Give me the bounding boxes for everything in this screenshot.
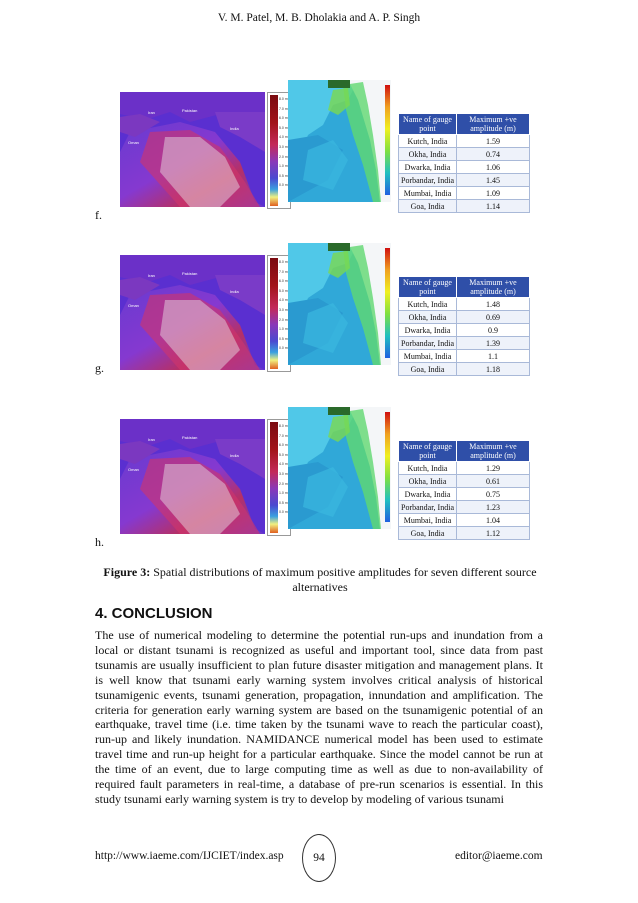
scale-tick-label: 4.0 m xyxy=(279,462,288,467)
gauge-name-cell: Mumbai, India xyxy=(399,187,457,200)
scale-tick-label: 7.0 m xyxy=(279,269,288,274)
gauge-name-cell: Mumbai, India xyxy=(399,350,457,363)
table-row xyxy=(399,324,530,337)
scale-tick-label: 6.0 m xyxy=(279,116,288,121)
gauge-value-cell: 1.09 xyxy=(456,187,529,200)
gauge-name-cell: Porbandar, India xyxy=(399,337,457,350)
section-title: 4. CONCLUSION xyxy=(95,605,213,622)
scale-tick-label: 2.0 m xyxy=(279,481,288,486)
map-label-india: India xyxy=(230,126,239,131)
table-row xyxy=(399,475,530,488)
scale-tick-label: 2.0 m xyxy=(279,154,288,159)
scale-tick-label: 2.0 m xyxy=(279,317,288,322)
gauge-value-cell: 1.23 xyxy=(456,501,529,514)
gauge-value-cell: 0.61 xyxy=(456,475,529,488)
regional-map-image xyxy=(120,92,265,207)
coastal-color-scale xyxy=(385,85,390,195)
table-row xyxy=(399,462,530,475)
color-scale-bar xyxy=(270,258,278,369)
scale-tick-label: 0.0 m xyxy=(279,510,288,515)
scale-tick-labels xyxy=(279,258,288,354)
footer-url: http://www.iaeme.com/IJCIET/index.asp xyxy=(95,850,284,862)
gauge-name-cell: Dwarka, India xyxy=(399,324,457,337)
scale-tick-label: 0.0 m xyxy=(279,346,288,351)
gauge-value-cell: 1.45 xyxy=(456,174,529,187)
gauge-value-cell: 0.69 xyxy=(456,311,529,324)
gauge-value-cell: 0.74 xyxy=(456,148,529,161)
scale-tick-label: 3.0 m xyxy=(279,307,288,312)
scale-tick-label: 3.0 m xyxy=(279,471,288,476)
panel-label: g. xyxy=(95,361,104,375)
coastal-amplitude-map xyxy=(288,243,391,365)
table-row xyxy=(399,174,530,187)
scale-tick-label: 5.0 m xyxy=(279,125,288,130)
map-label-pakistan: Pakistan xyxy=(182,108,198,113)
gauge-value-cell: 1.04 xyxy=(456,514,529,527)
gauge-name-cell: Kutch, India xyxy=(399,298,457,311)
coastal-color-scale xyxy=(385,248,390,358)
table-row xyxy=(399,200,530,213)
table-row xyxy=(399,337,530,350)
scale-tick-label: 6.0 m xyxy=(279,279,288,284)
gauge-amplitude-table xyxy=(398,113,530,213)
coastal-map-image xyxy=(288,80,391,202)
column-header-amplitude: Maximum +ve amplitude (m) xyxy=(456,441,529,462)
gauge-name-cell: Mumbai, India xyxy=(399,514,457,527)
map-label-pakistan: Pakistan xyxy=(182,435,198,440)
table-header-row xyxy=(399,441,530,462)
figure-panel-row xyxy=(95,407,545,572)
body-paragraph: The use of numerical modeling to determine the potential run-ups and inundation from a local or distant tsunami is recognized as useful and important tool, since data from past tsunamis are usually insufficient to plan future disaster mitigation and management plans. It is well know that tsunami early warning system involves critical analysis of historical tsunamigenic events, tsunami generation, propagation, innundation and amplification. The criteria for generation early warning system are based on the tsunamigenic potential of an earthquake, travel time (i.e. time taken by the tsunami wave to reach the particular coast), run-up and likely inundation. NAMIDANCE numerical model has been used to estimate travel time and run-up height for a particular earthquake. Since the model cannot be run at the time of an event, due to large computing time as well as due to non-availability of required fault parameters in real-time, a database of pre-run scenarios is essential. In this study tsunami early warning system is try to develop by modeling of various tsunami xyxy=(95,628,543,806)
footer-email: editor@iaeme.com xyxy=(455,850,543,862)
table-row xyxy=(399,527,530,540)
map-label-iran: Iran xyxy=(148,273,155,278)
figure-panel-row xyxy=(95,80,545,245)
figure-label: Figure 3: xyxy=(103,565,151,579)
gauge-value-cell: 0.75 xyxy=(456,488,529,501)
gauge-name-cell: Okha, India xyxy=(399,148,457,161)
gauge-value-cell: 1.14 xyxy=(456,200,529,213)
map-label-oman: Oman xyxy=(128,303,139,308)
map-label-oman: Oman xyxy=(128,140,139,145)
column-header-amplitude: Maximum +ve amplitude (m) xyxy=(456,277,529,298)
scale-tick-label: 0.5 m xyxy=(279,173,288,178)
running-header: V. M. Patel, M. B. Dholakia and A. P. Singh xyxy=(217,12,421,24)
scale-tick-label: 6.0 m xyxy=(279,443,288,448)
gauge-value-cell: 1.06 xyxy=(456,161,529,174)
gauge-value-cell: 1.39 xyxy=(456,337,529,350)
coastal-amplitude-map xyxy=(288,80,391,202)
column-header-gauge: Name of gauge point xyxy=(399,277,457,298)
regional-amplitude-map xyxy=(120,419,265,534)
column-header-gauge: Name of gauge point xyxy=(399,114,457,135)
scale-tick-label: 1.0 m xyxy=(279,327,288,332)
gauge-value-cell: 1.1 xyxy=(456,350,529,363)
coastal-amplitude-map xyxy=(288,407,391,529)
table-row xyxy=(399,488,530,501)
scale-tick-label: 8.0 m xyxy=(279,424,288,428)
scale-tick-label: 8.0 m xyxy=(279,97,288,101)
gauge-name-cell: Dwarka, India xyxy=(399,488,457,501)
table-row xyxy=(399,363,530,376)
gauge-name-cell: Goa, India xyxy=(399,527,457,540)
scale-tick-label: 8.0 m xyxy=(279,260,288,264)
scale-tick-label: 1.0 m xyxy=(279,164,288,169)
scale-tick-labels xyxy=(279,95,288,191)
gauge-name-cell: Dwarka, India xyxy=(399,161,457,174)
figure-caption-text: Spatial distributions of maximum positive amplitudes for seven different source alternatives xyxy=(150,565,537,594)
coastal-color-scale xyxy=(385,412,390,522)
table-header-row xyxy=(399,277,530,298)
regional-amplitude-map xyxy=(120,255,265,370)
scale-tick-label: 1.0 m xyxy=(279,491,288,496)
table-row xyxy=(399,161,530,174)
gauge-name-cell: Porbandar, India xyxy=(399,174,457,187)
regional-amplitude-map xyxy=(120,92,265,207)
table-header-row xyxy=(399,114,530,135)
map-label-india: India xyxy=(230,289,239,294)
figure-caption xyxy=(95,565,545,595)
gauge-name-cell: Okha, India xyxy=(399,311,457,324)
table-row xyxy=(399,298,530,311)
scale-tick-labels xyxy=(279,422,288,518)
gauge-name-cell: Porbandar, India xyxy=(399,501,457,514)
gauge-value-cell: 1.18 xyxy=(456,363,529,376)
panel-label: f. xyxy=(95,208,102,222)
column-header-gauge: Name of gauge point xyxy=(399,441,457,462)
scale-tick-label: 7.0 m xyxy=(279,106,288,111)
scale-tick-label: 3.0 m xyxy=(279,144,288,149)
table-row xyxy=(399,514,530,527)
map-label-iran: Iran xyxy=(148,437,155,442)
coastal-map-image xyxy=(288,243,391,365)
gauge-value-cell: 1.12 xyxy=(456,527,529,540)
gauge-name-cell: Kutch, India xyxy=(399,462,457,475)
gauge-amplitude-table xyxy=(398,276,530,376)
map-label-oman: Oman xyxy=(128,467,139,472)
table-row xyxy=(399,311,530,324)
table-row xyxy=(399,187,530,200)
map-label-pakistan: Pakistan xyxy=(182,271,198,276)
scale-tick-label: 4.0 m xyxy=(279,298,288,303)
scale-tick-label: 0.5 m xyxy=(279,336,288,341)
gauge-value-cell: 1.48 xyxy=(456,298,529,311)
gauge-name-cell: Okha, India xyxy=(399,475,457,488)
table-row xyxy=(399,350,530,363)
panel-label: h. xyxy=(95,535,104,549)
scale-tick-label: 0.5 m xyxy=(279,500,288,505)
figure-panel-row xyxy=(95,243,545,408)
gauge-name-cell: Goa, India xyxy=(399,200,457,213)
gauge-value-cell: 1.29 xyxy=(456,462,529,475)
table-row xyxy=(399,501,530,514)
gauge-name-cell: Goa, India xyxy=(399,363,457,376)
table-row xyxy=(399,148,530,161)
gauge-value-cell: 1.59 xyxy=(456,135,529,148)
page-number: 94 xyxy=(302,834,336,882)
regional-map-image xyxy=(120,419,265,534)
coastal-map-image xyxy=(288,407,391,529)
scale-tick-label: 4.0 m xyxy=(279,135,288,140)
scale-tick-label: 7.0 m xyxy=(279,433,288,438)
gauge-name-cell: Kutch, India xyxy=(399,135,457,148)
map-label-iran: Iran xyxy=(148,110,155,115)
table-row xyxy=(399,135,530,148)
color-scale-bar xyxy=(270,95,278,206)
gauge-amplitude-table xyxy=(398,440,530,540)
color-scale-bar xyxy=(270,422,278,533)
scale-tick-label: 0.0 m xyxy=(279,183,288,188)
map-label-india: India xyxy=(230,453,239,458)
regional-map-image xyxy=(120,255,265,370)
scale-tick-label: 5.0 m xyxy=(279,288,288,293)
gauge-value-cell: 0.9 xyxy=(456,324,529,337)
scale-tick-label: 5.0 m xyxy=(279,452,288,457)
column-header-amplitude: Maximum +ve amplitude (m) xyxy=(456,114,529,135)
